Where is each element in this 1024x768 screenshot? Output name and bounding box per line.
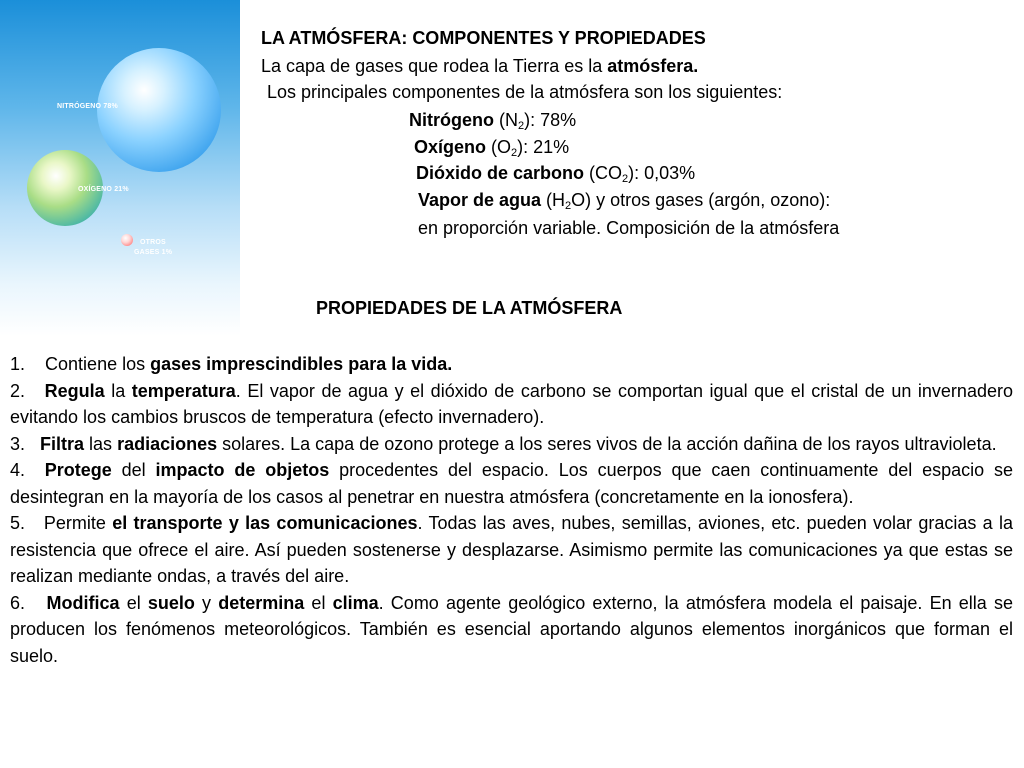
- item-text: del: [111, 460, 156, 480]
- components-intro: Los principales componentes de la atmósfera son los siguientes:: [267, 82, 783, 102]
- component-name: Dióxido de carbono: [416, 163, 585, 183]
- component-value: ): 78%: [524, 110, 577, 130]
- component-value: ): 21%: [517, 137, 570, 157]
- component-formula-pre: (O: [486, 137, 512, 157]
- item-bold: temperatura: [131, 380, 236, 401]
- item-text: solares. La capa de ozono protege a los seres vivos de la acción dañina de los rayos ultravioleta.: [217, 433, 997, 454]
- item-bold: gases imprescindibles para la vida.: [150, 354, 453, 374]
- component-formula-sub: 2: [622, 173, 629, 185]
- intro-bold-term: atmósfera.: [607, 56, 699, 76]
- item-text: Contiene los: [45, 354, 151, 374]
- component-value: O) y otros gases (argón, ozono):: [571, 190, 831, 210]
- intro-text: La capa de gases que rodea la Tierra es la: [261, 56, 608, 76]
- nitrogen-label: NITRÓGENO 78%: [57, 103, 118, 110]
- component-water-vapor-continued: en proporción variable. Composición de la atmósfera: [418, 218, 840, 238]
- item-text: . Todas las aves, nubes, semillas, aviones, etc. pueden volar gracias a la resistencia que ofrece el aire. Así pueden sostenerse y desplazarse. Asimismo permite las comunicaciones ya que estas se realizan mediante ondas, a través del aire.: [10, 513, 1013, 586]
- item-text: la: [104, 380, 132, 401]
- item-text: Permite: [43, 513, 113, 533]
- other-gases-label-line1: OTROS: [140, 239, 166, 246]
- intro-line: [261, 55, 698, 77]
- list-item: [10, 457, 1013, 510]
- component-carbon-dioxide: [416, 162, 695, 184]
- component-formula-sub: 2: [518, 120, 525, 132]
- item-text: procedentes del espacio. Los cuerpos que caen continuamente del espacio se desintegran en la mayoría de los casos al penetrar en nuestra atmósfera (concretamente en la ionosfera).: [10, 460, 1013, 507]
- item-bold: impacto de objetos: [155, 460, 330, 480]
- item-bold: el transporte y las comunicaciones: [112, 513, 418, 533]
- component-formula-pre: (N: [494, 110, 518, 130]
- list-item: [10, 431, 1013, 458]
- properties-heading: PROPIEDADES DE LA ATMÓSFERA: [316, 298, 623, 318]
- other-gases-label-line2: GASES 1%: [134, 249, 173, 256]
- item-text: el: [119, 592, 148, 613]
- list-item: [10, 378, 1013, 431]
- component-oxygen: [414, 136, 569, 158]
- item-bold: Protege: [44, 460, 112, 480]
- item-number: 2.: [10, 380, 26, 401]
- oxygen-label: OXÍGENO 21%: [78, 186, 129, 193]
- component-name: Oxígeno: [414, 137, 487, 157]
- component-formula-pre: (CO: [584, 163, 623, 183]
- item-bold: Regula: [44, 380, 105, 401]
- list-item: [10, 351, 1013, 378]
- component-formula-sub: 2: [511, 147, 518, 159]
- item-number: 6.: [10, 592, 26, 613]
- item-number: 3.: [10, 433, 26, 454]
- item-bold: radiaciones: [117, 433, 218, 454]
- page-title: LA ATMÓSFERA: COMPONENTES Y PROPIEDADES: [261, 28, 706, 48]
- item-number: 5.: [10, 513, 26, 533]
- component-nitrogen: [409, 109, 576, 131]
- item-bold: clima: [332, 592, 379, 613]
- item-text: . Como agente geológico externo, la atmósfera modela el paisaje. En ella se producen los fenómenos meteorológicos. También es esencial aportando algunos elementos inorgánicos que forman el suelo.: [10, 592, 1013, 666]
- item-text: el: [304, 592, 333, 613]
- item-number: 1.: [10, 354, 26, 374]
- item-number: 4.: [10, 460, 26, 480]
- component-name: Vapor de agua: [418, 190, 542, 210]
- component-formula-pre: (H: [541, 190, 566, 210]
- item-bold: Modifica: [46, 592, 120, 613]
- item-bold: suelo: [147, 592, 195, 613]
- list-item: [10, 510, 1013, 590]
- other-gases-sphere: [121, 234, 133, 246]
- list-item: [10, 590, 1013, 670]
- component-value: ): 0,03%: [628, 163, 696, 183]
- component-water-vapor: [418, 189, 830, 211]
- component-formula-sub: 2: [565, 200, 572, 212]
- item-bold: determina: [218, 592, 305, 613]
- item-text: y: [194, 592, 219, 613]
- item-text: las: [84, 433, 118, 454]
- properties-list: [10, 351, 1013, 669]
- item-text: . El vapor de agua y el dióxido de carbono se comportan igual que el cristal de un invernadero evitando los cambios bruscos de temperatura (efecto invernadero).: [10, 380, 1013, 427]
- item-bold: Filtra: [40, 433, 85, 454]
- component-name: Nitrógeno: [409, 110, 494, 130]
- atmosphere-composition-illustration: [0, 0, 240, 336]
